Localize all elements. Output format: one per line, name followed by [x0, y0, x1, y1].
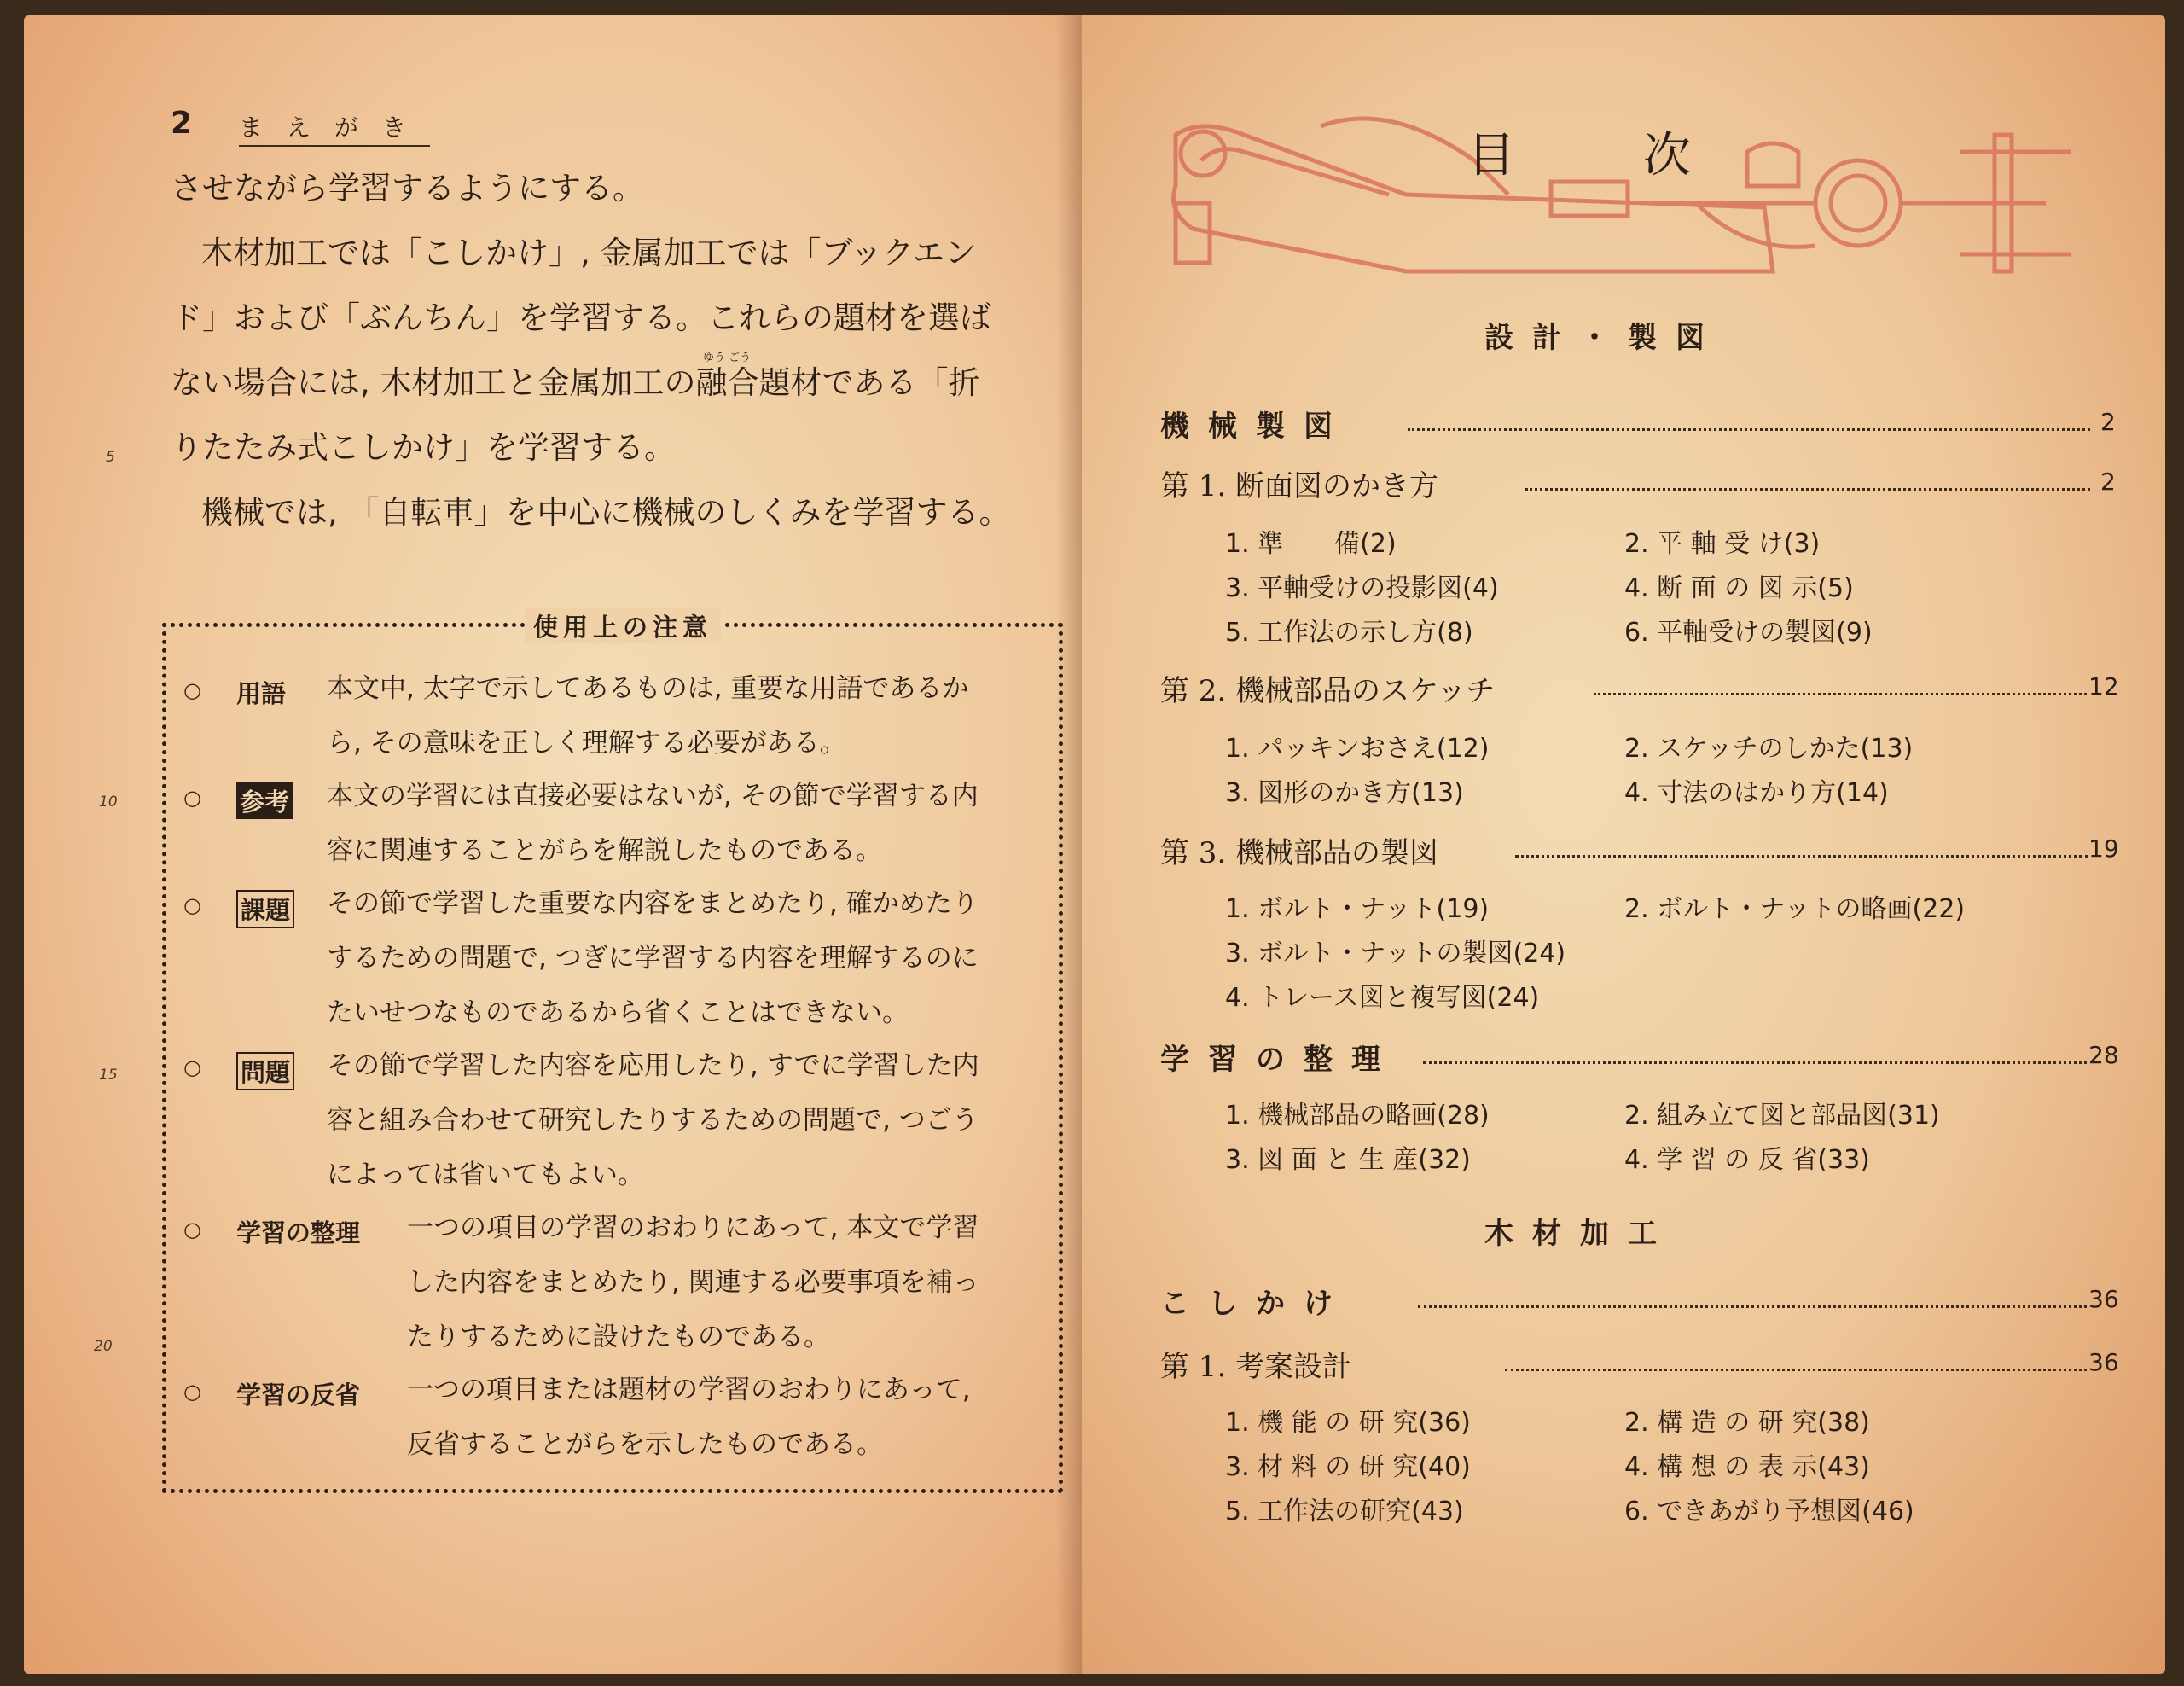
chapter-title: 第 3. 機械部品の製図	[1160, 836, 1439, 870]
paragraph-line-4: ない場合には, 木材加工と金属加工の融合題材である「折	[171, 364, 980, 401]
line-number: 5	[106, 449, 115, 466]
toc-item: 3. 材 料 の 研 究(40)	[1225, 1452, 1471, 1482]
toc-item: 3. 平軸受けの投影図(4)	[1225, 573, 1499, 603]
note-text: によっては省いてもよい。	[327, 1160, 644, 1190]
note-text: 一つの項目または題材の学習のおわりにあって,	[407, 1375, 971, 1405]
note-text: たりするために設けたものである。	[407, 1322, 830, 1352]
chapter-title: 第 2. 機械部品のスケッチ	[1160, 674, 1496, 708]
paragraph-line-3: ド」および「ぶんちん」を学習する。これらの題材を選ば	[171, 299, 991, 336]
line-number: 20	[94, 1338, 113, 1355]
toc-item: 6. できあがり予想図(46)	[1624, 1497, 1914, 1526]
page-ref: 36	[2088, 1285, 2119, 1313]
toc-item: 4. 断 面 の 図 示(5)	[1624, 573, 1854, 603]
paragraph-line-6: 機械では, 「自転車」を中心に機械のしくみを学習する。	[201, 494, 1011, 531]
note-label: 問題	[236, 1052, 294, 1090]
usage-notes-box	[162, 613, 1063, 1493]
toc-item: 5. 工作法の示し方(8)	[1225, 618, 1473, 648]
leader-dots	[1418, 1305, 2087, 1308]
toc-item: 1. パッキンおさえ(12)	[1225, 734, 1490, 764]
toc-item: 2. 構 造 の 研 究(38)	[1624, 1408, 1870, 1438]
left-page	[24, 15, 1082, 1674]
bullet-icon: ○	[183, 1380, 201, 1404]
section-title: 木材加工	[1484, 1217, 1676, 1251]
unit-title: こしかけ	[1160, 1287, 1351, 1321]
bullet-icon: ○	[183, 1055, 201, 1079]
toc-item: 3. 図形のかき方(13)	[1225, 778, 1464, 808]
page-ref: 28	[2088, 1041, 2119, 1069]
page-ref: 19	[2088, 834, 2119, 863]
toc-item: 1. 準 備(2)	[1225, 529, 1397, 559]
note-text: 本文中, 太字で示してあるものは, 重要な用語であるか	[327, 673, 969, 704]
toc-item: 1. ボルト・ナット(19)	[1225, 894, 1490, 924]
chapter-title: 第 1. 考案設計	[1160, 1350, 1352, 1384]
note-text: 容と組み合わせて研究したりするための問題で, つごう	[327, 1105, 979, 1136]
paragraph-line-1: させながら学習するようにする。	[171, 170, 644, 206]
note-text: 容に関連することがらを解説したものである。	[327, 835, 882, 866]
toc-item: 1. 機械部品の略画(28)	[1225, 1101, 1490, 1131]
note-label: 学習の整理	[236, 1218, 361, 1247]
toc-item: 2. ボルト・ナットの略画(22)	[1624, 894, 1966, 924]
chapter-title: 学習の整理	[1160, 1043, 1399, 1077]
toc-item: 4. トレース図と複写図(24)	[1225, 983, 1540, 1013]
page-number: 2	[171, 106, 193, 141]
ruby-annotation: ゆう ごう	[703, 352, 752, 364]
page-ref: 12	[2088, 672, 2119, 701]
note-label: 用語	[236, 679, 287, 708]
toc-item: 3. 図 面 と 生 産(32)	[1225, 1145, 1471, 1175]
note-text: 本文の学習には直接必要はないが, その節で学習する内	[327, 781, 979, 811]
page-ref: 2	[2100, 408, 2116, 436]
leader-dots	[1423, 1061, 2087, 1064]
toc-item: 2. 組み立て図と部品図(31)	[1624, 1101, 1940, 1131]
toc-item: 2. スケッチのしかた(13)	[1624, 734, 1914, 764]
toc-item: 4. 寸法のはかり方(14)	[1624, 778, 1889, 808]
paragraph-line-2: 木材加工では「こしかけ」, 金属加工では「ブックエン	[201, 235, 977, 271]
leader-dots	[1505, 1369, 2087, 1371]
bullet-icon: ○	[183, 893, 201, 917]
leader-dots	[1408, 428, 2090, 431]
note-label: 課題	[236, 890, 294, 928]
leader-dots	[1515, 855, 2088, 858]
page-ref: 36	[2088, 1348, 2119, 1376]
note-text: ら, その意味を正しく理解する必要がある。	[327, 728, 846, 759]
line-number: 10	[99, 794, 118, 811]
note-text: その節で学習した重要な内容をまとめたり, 確かめたり	[327, 888, 979, 919]
right-page	[1082, 15, 2165, 1674]
toc-item: 4. 学 習 の 反 省(33)	[1624, 1145, 1870, 1175]
leader-dots	[1525, 488, 2090, 491]
note-text: 反省することがらを示したものである。	[407, 1429, 883, 1460]
paragraph-line-5: りたたみ式こしかけ」を学習する。	[171, 429, 676, 466]
toc-item: 3. ボルト・ナットの製図(24)	[1225, 939, 1566, 968]
bullet-icon: ○	[183, 786, 201, 810]
line-number: 15	[99, 1067, 118, 1084]
toc-heading: 目次	[1467, 128, 1819, 183]
chapter-title: 第 1. 断面図のかき方	[1160, 469, 1439, 503]
bullet-icon: ○	[183, 1218, 201, 1241]
note-text: するための問題で, つぎに学習する内容を理解するのに	[327, 943, 979, 974]
leader-dots	[1594, 693, 2087, 695]
toc-item: 6. 平軸受けの製図(9)	[1624, 618, 1873, 648]
note-label: 参考	[236, 782, 293, 819]
toc-item: 4. 構 想 の 表 示(43)	[1624, 1452, 1870, 1482]
running-head: まえがき	[239, 109, 430, 147]
toc-item: 2. 平 軸 受 け(3)	[1624, 529, 1821, 559]
note-text: 一つの項目の学習のおわりにあって, 本文で学習	[407, 1212, 979, 1243]
notes-title: 使用上の注意	[525, 608, 721, 643]
note-text: たいせつなものであるから省くことはできない。	[327, 997, 909, 1028]
note-text: した内容をまとめたり, 関連する必要事項を補っ	[407, 1267, 979, 1298]
section-title: 設計・製図	[1484, 321, 1723, 355]
unit-title: 機械製図	[1160, 410, 1351, 444]
toc-item: 5. 工作法の研究(43)	[1225, 1497, 1464, 1526]
note-label: 学習の反省	[236, 1381, 361, 1410]
toc-item: 1. 機 能 の 研 究(36)	[1225, 1408, 1471, 1438]
note-text: その節で学習した内容を応用したり, すでに学習した内	[327, 1050, 979, 1081]
page-ref: 2	[2100, 468, 2116, 496]
bullet-icon: ○	[183, 678, 201, 702]
